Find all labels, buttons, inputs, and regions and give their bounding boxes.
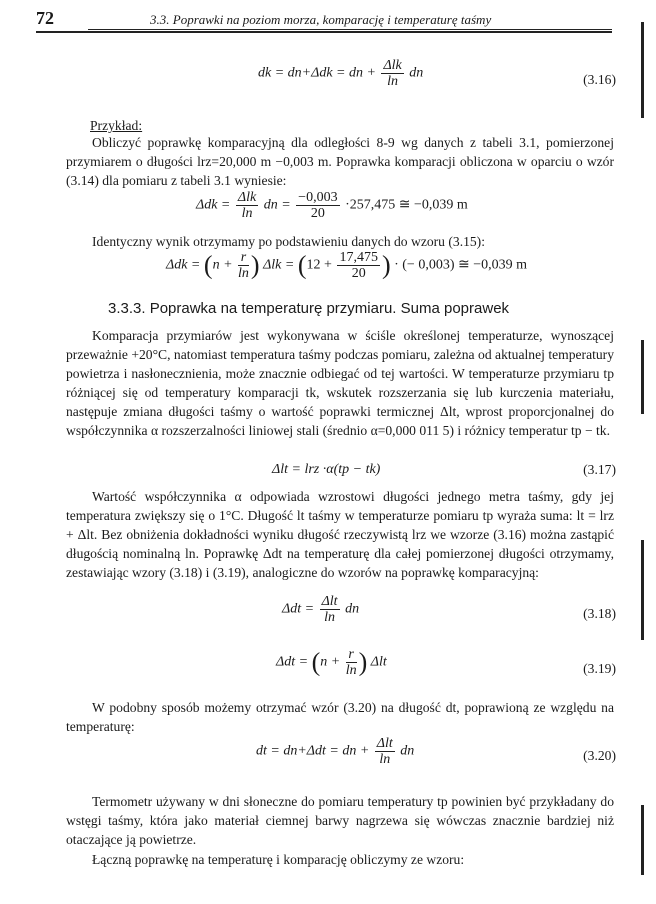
frac-den: ln bbox=[241, 206, 253, 221]
right-edge-mark bbox=[641, 340, 644, 414]
page-number: 72 bbox=[36, 8, 54, 28]
eq-tail: dn bbox=[345, 601, 360, 617]
frac-num: Δlk bbox=[237, 190, 257, 205]
paragraph-4 bbox=[66, 487, 614, 582]
example-label: Przykład: bbox=[90, 118, 143, 133]
frac-den: ln bbox=[324, 610, 335, 625]
running-title: 3.3. Poprawki na poziom morza, komparację i temperaturę taśmy bbox=[150, 12, 492, 27]
right-paren: ) bbox=[250, 250, 260, 280]
equation-3-19 bbox=[276, 647, 656, 691]
eq-inner: 12 + bbox=[306, 257, 332, 273]
fraction bbox=[236, 190, 258, 221]
frac-num: Δlt bbox=[321, 594, 338, 609]
eq-tail: Δlt bbox=[370, 654, 387, 670]
eq-tail: dn bbox=[409, 65, 424, 81]
equation-number: (3.16) bbox=[583, 72, 616, 87]
equation-3-17 bbox=[272, 462, 656, 482]
equation-number: (3.18) bbox=[583, 606, 616, 621]
eq-lhs: Δdk = bbox=[166, 257, 201, 273]
fraction bbox=[346, 647, 357, 678]
frac-num: Δlt bbox=[376, 736, 393, 751]
fraction bbox=[320, 594, 340, 625]
paragraph-text: Wartość współczynnika α odpowiada wzrostowi długości jednego metra taśmy, gdy jej temperatura zwiększy się o 1°C. Długość lt taśmy w temperaturze pomiaru tp wyraża suma: lt = lrz + Δlt. Bez obniżenia dokładności wyniku długość rzeczywistą lrz we wzorze (3.16) można zastąpić długością nominalną ln. Poprawkę Δdt na temperaturę dla całej pomierzonej długości otrzymamy, zestawiając wzory (3.18) i (3.19), analogiczne do wzorów na poprawkę komparacyjną: bbox=[66, 489, 614, 580]
frac-num: r bbox=[346, 647, 357, 663]
equation-3-20 bbox=[256, 736, 656, 780]
equation-number: (3.17) bbox=[583, 462, 616, 477]
paragraph-3 bbox=[66, 326, 614, 440]
frac-den: ln bbox=[387, 74, 399, 89]
paragraph-text: Identyczny wynik otrzymamy po podstawieniu danych do wzoru (3.15): bbox=[92, 234, 485, 249]
fraction bbox=[381, 58, 403, 89]
frac-num: Δlk bbox=[383, 58, 402, 73]
frac-den: ln bbox=[238, 266, 249, 281]
section-heading: 3.3.3. Poprawka na temperaturę przymiaru. Suma poprawek bbox=[108, 300, 510, 317]
right-paren: ) bbox=[381, 250, 391, 280]
eq-lhs: Δdt = bbox=[282, 601, 315, 617]
paragraph-text: Obliczyć poprawkę komparacyjną dla odległości 8-9 wg danych z tabeli 3.1, pomierzonej przymiarem o długości lrz=20,000 m −0,003 m. Poprawka komparacji obliczona w oparciu o wzór (3.14) dla pomiaru z tabeli 3.1 wyniesie: bbox=[66, 135, 614, 188]
frac-num: r bbox=[238, 250, 249, 266]
eq-lhs: dk = dn+Δdk = dn + bbox=[258, 65, 376, 81]
paragraph-7 bbox=[66, 850, 614, 869]
paragraph-text: Komparacja przymiarów jest wykonywana w ściśle określonej temperaturze, wynoszącej przeważnie +20°C, natomiast temperatura taśmy podczas pomiaru, zależna od aktualnej temperatury powietrza i nasłonecznienia, może znacznie odbiegać od tej wartości. W temperaturze przymiaru tp różniącej się od temperatury komparacji tk, wskutek rozszerzania się lub kurczenia materiału, następuje zmiana długości taśmy o wartość poprawki termicznej Δlt, wprost proporcjonalnej do współczynnika α rozszerzalności liniowej stali (średnio α=0,000 011 5) i różnicy temperatur tp − tk. bbox=[66, 328, 614, 438]
header-rule-thick bbox=[36, 31, 612, 33]
frac-den: 20 bbox=[310, 206, 325, 221]
left-paren: ( bbox=[311, 647, 321, 677]
eq-lhs: Δdk = bbox=[196, 197, 231, 213]
eq-tail: · (− 0,003) ≅ −0,039 m bbox=[394, 257, 528, 273]
paragraph-text: Łączną poprawkę na temperaturę i komparację obliczymy ze wzoru: bbox=[92, 852, 465, 867]
eq-mid: dn = bbox=[263, 197, 291, 213]
frac-den: ln bbox=[379, 752, 391, 767]
paragraph-5 bbox=[66, 698, 614, 736]
equation-3-16 bbox=[258, 58, 656, 102]
frac-den: ln bbox=[345, 663, 357, 678]
example-equation-2 bbox=[166, 250, 596, 294]
paragraph-6 bbox=[66, 792, 614, 849]
right-paren: ) bbox=[358, 647, 368, 677]
equation-3-18 bbox=[282, 594, 656, 638]
paragraph-2 bbox=[66, 232, 614, 251]
example-equation-1 bbox=[196, 190, 596, 230]
eq-lhs: Δdt = bbox=[276, 654, 309, 670]
frac-num: 17,475 bbox=[339, 250, 378, 265]
eq-lhs: dt = dn+Δdt = dn + bbox=[256, 743, 370, 759]
right-edge-mark bbox=[641, 805, 644, 875]
paragraph-text: Termometr używany w dni słoneczne do pomiaru temperatury tp powinien być przykładany do wstęgi taśmy, która jako materiał ciemnej barwy nagrzewa się wówczas znacznie bardziej niż otaczające ją powietrze. bbox=[66, 794, 614, 847]
eq-mid: Δlk = bbox=[263, 257, 295, 273]
eq-tail: ·257,475 ≅ −0,039 m bbox=[345, 197, 468, 213]
left-paren: ( bbox=[203, 250, 213, 280]
frac-den: 20 bbox=[351, 266, 366, 281]
fraction bbox=[238, 250, 249, 281]
paragraph-1 bbox=[66, 133, 614, 190]
equation-number: (3.19) bbox=[583, 661, 616, 676]
fraction bbox=[375, 736, 395, 767]
fraction bbox=[296, 190, 339, 221]
fraction bbox=[337, 250, 380, 281]
eq-inner: n + bbox=[212, 257, 233, 273]
eq-inner: n + bbox=[320, 654, 341, 670]
left-paren: ( bbox=[297, 250, 307, 280]
eq-tail: dn bbox=[400, 743, 415, 759]
eq-body: Δlt = lrz ·α(tp − tk) bbox=[272, 462, 381, 477]
equation-number: (3.20) bbox=[583, 748, 616, 763]
paragraph-text: W podobny sposób możemy otrzymać wzór (3.20) na długość dt, poprawioną ze względu na temperaturę: bbox=[66, 700, 614, 734]
frac-num: −0,003 bbox=[298, 190, 338, 205]
header-rule bbox=[88, 29, 612, 30]
